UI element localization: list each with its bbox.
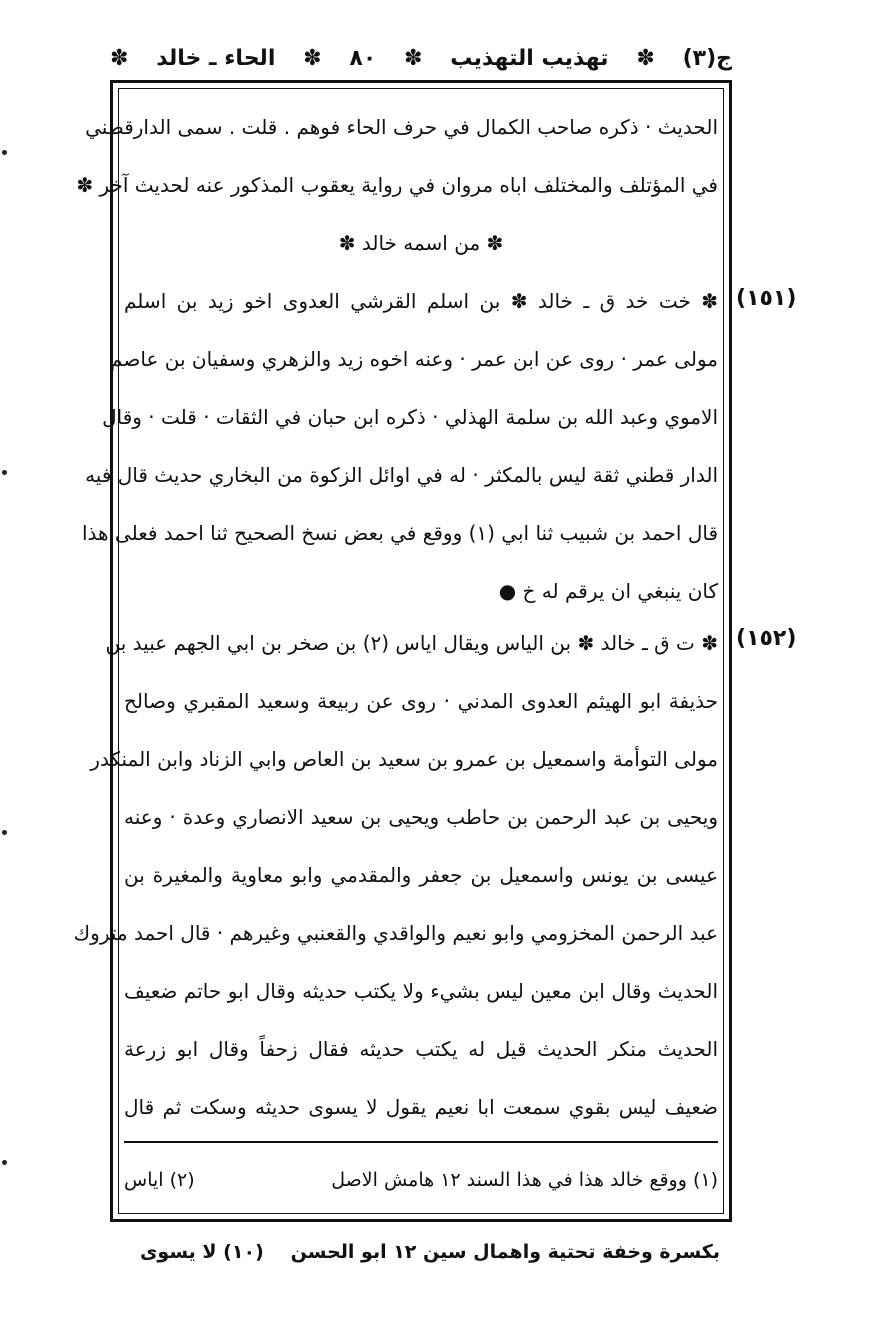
section-heading: ✽ من اسمه خالد ✽ xyxy=(338,231,504,255)
running-header xyxy=(110,38,732,78)
entry-number: (١٥١) xyxy=(736,286,797,311)
text-line: الحديث وقال ابن معين ليس بشيء ولا يكتب حديثه وقال ابو حاتم ضعيف xyxy=(124,979,718,1003)
footnote-divider xyxy=(124,1141,718,1143)
scan-speck xyxy=(2,830,7,835)
scan-speck xyxy=(2,1160,7,1165)
footnote-text: بكسرة وخفة تحتية واهمال سين ١٢ ابو الحسن xyxy=(290,1241,720,1263)
text-line: في المؤتلف والمختلف اباه مروان في رواية يعقوب المذكور عنه لحديث آخر ✽ xyxy=(76,173,718,197)
text-line: عيسى بن يونس واسمعيل بن جعفر والمقدمي وابو معاوية والمغيرة بن xyxy=(124,863,718,887)
text-line: الحديث منكر الحديث قيل له يكتب حديثه فقال زحفاً وقال ابو زرعة xyxy=(124,1037,718,1061)
text-line: ويحيى بن عبد الرحمن بن حاطب ويحيى بن سعيد الانصاري وعدة · وعنه xyxy=(124,805,718,829)
footnote-text: (١) ووقع خالد هذا في هذا السند ١٢ هامش الاصل xyxy=(331,1169,718,1191)
header-volume: ج(٣) xyxy=(682,45,732,71)
header-ornament-icon: ✽ xyxy=(303,45,322,71)
scan-speck xyxy=(2,150,7,155)
text-line: الاموي وعبد الله بن سلمة الهذلي · ذكره ابن حبان في الثقات · قلت · وقال xyxy=(102,405,718,429)
text-line: عبد الرحمن المخزومي وابو نعيم والواقدي والقعنبي وغيرهم · قال احمد متروك xyxy=(73,921,718,945)
text-line: قال احمد بن شبيب ثنا ابي (١) ووقع في بعض نسخ الصحيح ثنا احمد فعلى هذا xyxy=(81,521,718,545)
text-line: مولى التوأمة واسمعيل بن عمرو بن سعيد بن العاص وابي الزناد وابن المنكدر xyxy=(90,747,718,771)
header-page-number: ٨٠ xyxy=(349,45,377,71)
text-line: كان ينبغي ان يرقم له خ ● xyxy=(498,579,718,603)
footnote-text: (١٠) لا يسوى xyxy=(140,1241,264,1263)
entry-number: (١٥٢) xyxy=(736,626,797,651)
header-section: الحاء ـ خالد xyxy=(156,45,276,71)
text-line: ضعيف ليس بقوي سمعت ابا نعيم يقول لا يسوى حديثه وسكت ثم قال xyxy=(124,1095,718,1119)
footnote-continuation xyxy=(140,1232,720,1272)
text-line: الحديث · ذكره صاحب الكمال في حرف الحاء فوهم . قلت . سمى الدارقطني xyxy=(85,115,718,139)
text-line: الدار قطني ثقة ليس بالمكثر · له في اوائل الزكوة من البخاري حديث قال فيه xyxy=(85,463,718,487)
scan-speck xyxy=(2,470,7,475)
header-ornament-icon: ✽ xyxy=(404,45,423,71)
header-ornament-icon: ✽ xyxy=(636,45,655,71)
text-line: مولى عمر · روى عن ابن عمر · وعنه اخوه زيد والزهري وسفيان بن عاصم xyxy=(110,347,718,371)
footnote-line xyxy=(124,1160,718,1200)
entry-heading: ✽ خت خد ق ـ خالد ✽ بن اسلم القرشي العدوى اخو زيد بن اسلم xyxy=(124,289,718,313)
text-line: حذيفة ابو الهيثم العدوى المدني · روى عن ربيعة وسعيد المقبري وصالح xyxy=(124,689,718,713)
header-ornament-icon: ✽ xyxy=(110,45,129,71)
header-book-title: تهذيب التهذيب xyxy=(450,45,609,71)
footnote-text: (٢) اياس xyxy=(124,1169,195,1191)
entry-heading: ✽ ت ق ـ خالد ✽ بن الياس ويقال اياس (٢) بن صخر بن ابي الجهم عبيد بن xyxy=(105,631,718,655)
